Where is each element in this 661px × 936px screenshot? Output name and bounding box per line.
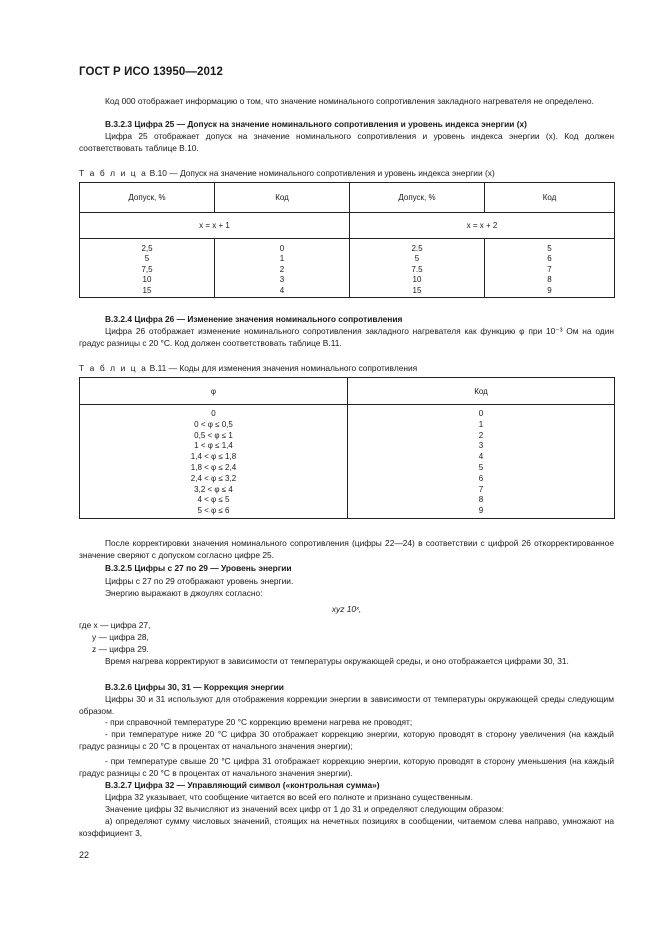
section-b327-line2: Значение цифры 32 вычисляют из значений всех цифр от 1 до 31 и определяют следующим образом:	[105, 804, 504, 814]
section-b326-title: B.3.2.6 Цифры 30, 31 — Коррекция энергии	[105, 682, 284, 692]
section-b325-title: B.3.2.5 Цифры с 27 по 29 — Уровень энергии	[105, 563, 292, 573]
table-b10-header-tol2: Допуск, %	[350, 183, 485, 213]
table-b11-header-code: Код	[348, 378, 615, 405]
table-b11-caption	[79, 363, 417, 374]
table-b10-col-code2: 5 6 7 8 9	[485, 239, 615, 298]
table-b10-header-code2: Код	[485, 183, 615, 213]
where-y: y — цифра 28,	[92, 632, 149, 642]
section-b323-title: B.3.2.3 Цифра 25 — Допуск на значение номинального сопротивления и уровень индекса энергии (x)	[105, 119, 527, 129]
section-b327-line1: Цифра 32 указывает, что сообщение читается во всей его полноте и признано существенным.	[105, 792, 473, 802]
table-b10-caption	[79, 168, 495, 179]
table-b10-group1: x = x + 1	[80, 213, 350, 239]
table-b11-caption-text: В.11 — Коды для изменения значения номинального сопротивления	[147, 363, 418, 373]
table-b10	[79, 182, 615, 298]
table-b10-group2: x = x + 2	[350, 213, 615, 239]
table-b11-col-phi: 0 0 < φ ≤ 0,5 0,5 < φ ≤ 1 1 < φ ≤ 1,4 1,4 < φ ≤ 1,8 1,8 < φ ≤ 2,4 2,4 < φ ≤ 3,2 3,2 < φ ≤ 4 4 < φ ≤ 5 5 < φ ≤ 6	[80, 405, 348, 519]
table-b10-header-code1: Код	[215, 183, 350, 213]
section-b326-bullet1: - при справочной температуре 20 °С коррекцию времени нагрева не проводят;	[105, 717, 413, 727]
table-b11	[79, 377, 615, 519]
table-b10-header-tol1: Допуск, %	[80, 183, 215, 213]
where-z: z — цифра 29.	[92, 644, 149, 654]
table-b10-col-tol2: 2.5 5 7.5 10 15	[350, 239, 485, 298]
section-b326-bullet3: - при температуре свыше 20 °С цифра 31 отображает коррекцию энергии, которую проводят в сторону уменьшения (на каждый градус разницы с 20 °С в процентах от начального значения энергии).	[79, 756, 614, 778]
table-b10-caption-text: В.10 — Допуск на значение номинального сопротивления и уровень индекса энергии (x)	[147, 168, 495, 178]
paragraph-after-correction: После корректировки значения номинального сопротивления (цифры 22—24) в соответствии с цифрой 26 откорректированное значение сверяют с допуском согласно цифре 25.	[79, 538, 614, 560]
page-header: ГОСТ Р ИСО 13950—2012	[79, 66, 224, 78]
paragraph-code-000: Код 000 отображает информацию о том, что значение номинального сопротивления закладного нагревателя не определено.	[105, 96, 594, 106]
section-b324-text: Цифра 26 отображает изменение номинального сопротивления закладного нагревателя как функцию φ при 10⁻³ Ом на один градус разницы с 20 °С. Код должен соответствовать таблице В.11.	[79, 326, 614, 348]
section-b325-line3: Время нагрева корректируют в зависимости от температуры окружающей среды, и оно отображается цифрами 30, 31.	[105, 656, 569, 666]
page-number: 22	[79, 850, 90, 860]
section-b325-line1: Цифры с 27 по 29 отображают уровень энергии.	[105, 576, 294, 586]
table-b11-header-phi: φ	[80, 378, 348, 405]
section-b327-title: B.3.2.7 Цифра 32 — Управляющий символ («контрольная сумма»)	[105, 780, 380, 790]
table-b10-caption-prefix: Т а б л и ц а	[79, 168, 148, 178]
energy-formula: xyz 10ˣ,	[331, 604, 362, 614]
section-b327-line3: а) определяют сумму числовых значений, стоящих на нечетных позициях в сообщении, читаемом слева направо, умножают на коэффициент 3,	[79, 816, 614, 838]
table-b10-col-tol1: 2,5 5 7,5 10 15	[80, 239, 215, 298]
where-x: где x — цифра 27,	[79, 620, 151, 630]
table-b11-col-code: 0 1 2 3 4 5 6 7 8 9	[348, 405, 615, 519]
section-b325-line2: Энергию выражают в джоулях согласно:	[105, 588, 263, 598]
section-b324-title: B.3.2.4 Цифра 26 — Изменение значения номинального сопротивления	[105, 314, 403, 324]
section-b326-text: Цифры 30 и 31 используют для отображения коррекции энергии в зависимости от температуры окружающей среды следующим образом.	[79, 694, 614, 716]
section-b326-bullet2: - при температуре ниже 20 °С цифра 30 отображает коррекцию энергии, которую проводят в сторону увеличения (на каждый градус разницы с 20 °С в процентах от начального значения энергии);	[79, 729, 614, 751]
table-b10-col-code1: 0 1 2 3 4	[215, 239, 350, 298]
section-b323-text: Цифра 25 отображает допуск на значение номинального сопротивления и уровень индекса энергии (x). Код должен соответствовать таблице В.10.	[79, 131, 614, 153]
table-b11-caption-prefix: Т а б л и ц а	[79, 363, 148, 373]
